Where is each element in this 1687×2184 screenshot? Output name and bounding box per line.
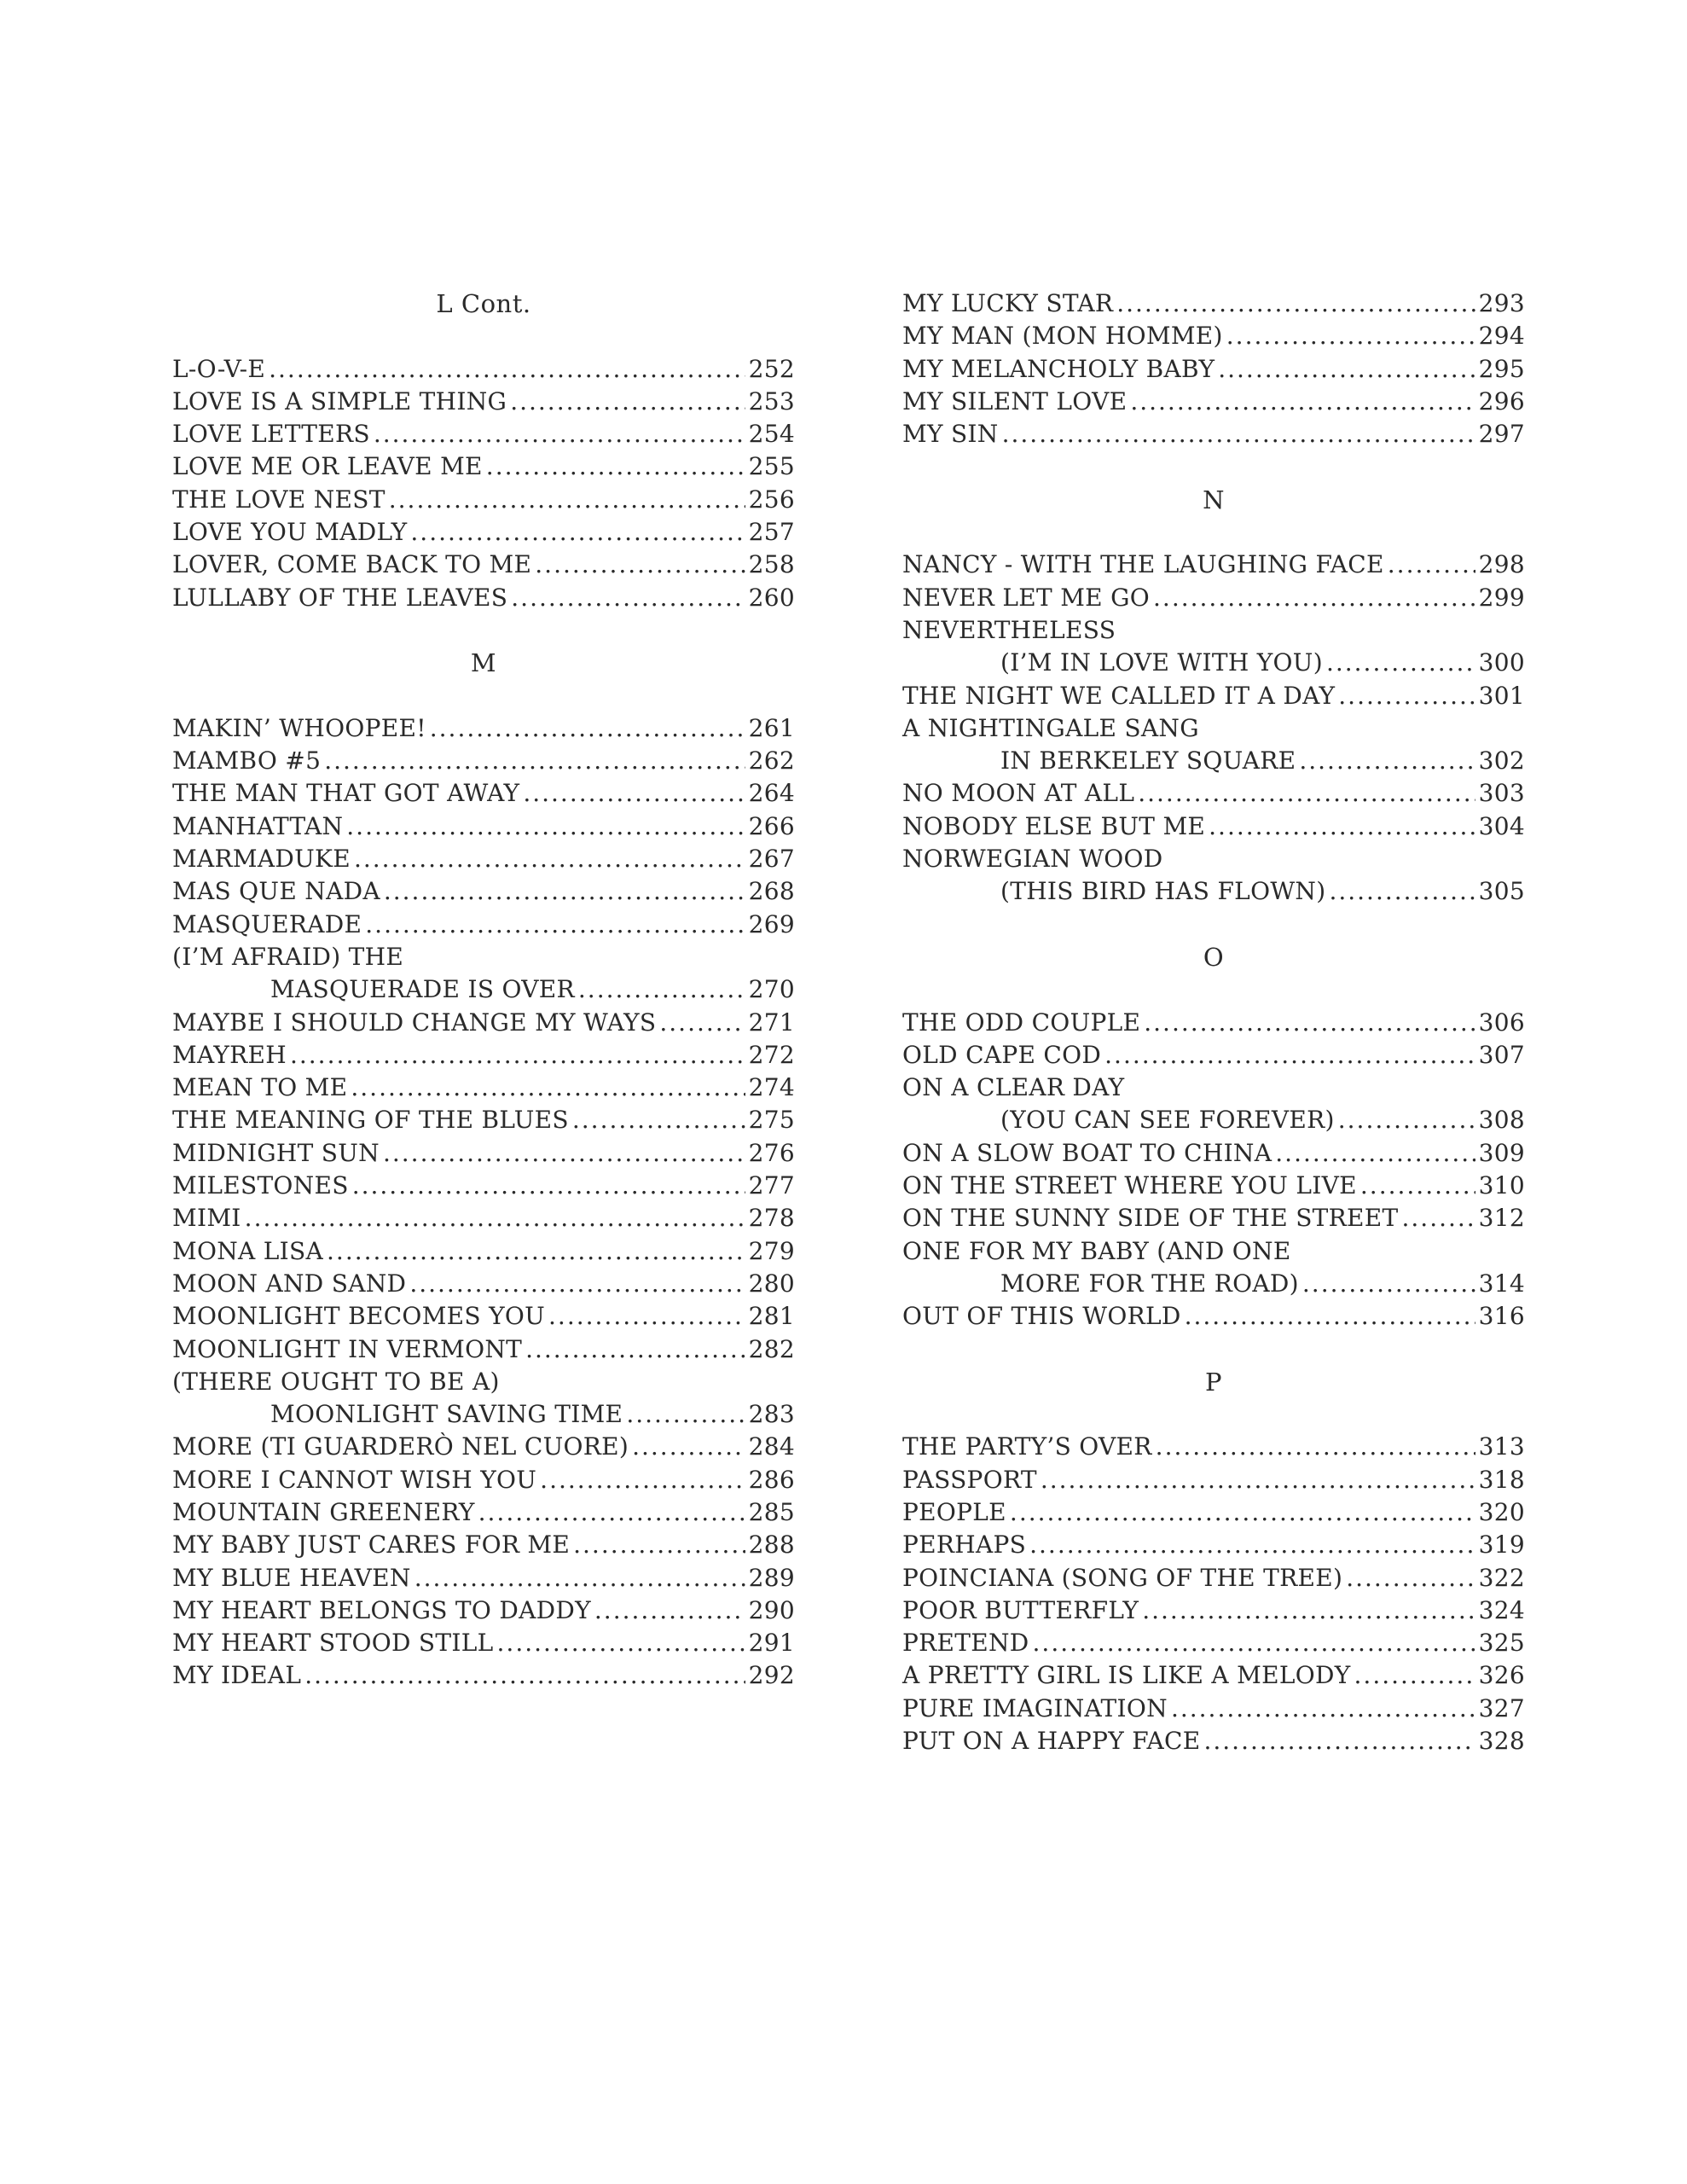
- page-number: 310: [1478, 1171, 1525, 1200]
- page-number: 320: [1478, 1497, 1525, 1526]
- dot-leader: [486, 450, 745, 483]
- dot-leader: [304, 1659, 745, 1692]
- index-entry: [172, 712, 795, 745]
- index-entry: [902, 777, 1525, 810]
- dot-leader: [1156, 1431, 1475, 1463]
- page-number: 280: [748, 1269, 795, 1298]
- entry-title: MARMADUKE: [172, 845, 351, 874]
- index-entry: [172, 1333, 795, 1366]
- index-entry: [902, 1725, 1525, 1757]
- index-entry-title-line: ONE FOR MY BABY (AND ONE: [902, 1236, 1291, 1265]
- page-number: 268: [748, 877, 795, 906]
- entry-title: LOVE LETTERS: [172, 420, 370, 449]
- page-number: 301: [1478, 681, 1525, 710]
- dot-leader: [572, 1104, 745, 1136]
- entry-title: MY LUCKY STAR: [902, 289, 1114, 317]
- page-number: 261: [748, 713, 795, 742]
- entry-title: MY BLUE HEAVEN: [172, 1563, 411, 1592]
- page-number: 303: [1478, 779, 1525, 808]
- index-entry: [902, 1496, 1525, 1529]
- entry-title: MY BABY JUST CARES FOR ME: [172, 1531, 571, 1560]
- entry-title: MY HEART STOOD STILL: [172, 1629, 494, 1658]
- page-number: 277: [748, 1171, 795, 1200]
- page-number: 318: [1478, 1465, 1525, 1494]
- section-heading: O: [1203, 942, 1225, 972]
- index-entry: [172, 582, 795, 614]
- index-entry: [172, 1104, 795, 1136]
- entry-title: PUT ON A HAPPY FACE: [902, 1727, 1201, 1756]
- dot-leader: [409, 1268, 745, 1300]
- dot-leader: [1346, 1562, 1475, 1594]
- entry-title: MORE FOR THE ROAD): [1000, 1269, 1299, 1298]
- index-entry: [172, 1659, 795, 1692]
- dot-leader: [327, 1235, 745, 1268]
- entry-title: MY HEART BELONGS TO DADDY: [172, 1595, 591, 1624]
- entry-title: MASQUERADE IS OVER: [270, 975, 575, 1004]
- index-entry: [902, 1659, 1525, 1692]
- dot-leader: [351, 1072, 745, 1104]
- entry-title: THE NIGHT WE CALLED IT A DAY: [902, 681, 1336, 710]
- index-entry-title-line: (I’M AFRAID) THE: [172, 942, 404, 971]
- entry-title: MY SILENT LOVE: [902, 386, 1128, 415]
- dot-leader: [389, 484, 745, 516]
- page-number: 270: [748, 975, 795, 1004]
- dot-leader: [1360, 1170, 1475, 1202]
- index-entry: [902, 647, 1525, 679]
- dot-leader: [1203, 1725, 1475, 1757]
- section-heading: M: [470, 648, 497, 678]
- spacer: [172, 680, 795, 712]
- dot-leader: [383, 1137, 745, 1170]
- index-column-left: [172, 288, 795, 1693]
- page-number: 286: [748, 1465, 795, 1494]
- page-number: 254: [748, 420, 795, 449]
- index-entry: [902, 1137, 1525, 1170]
- page-number: 308: [1478, 1106, 1525, 1135]
- index-entry: [902, 810, 1525, 843]
- dot-leader: [1354, 1659, 1475, 1692]
- dot-leader: [1226, 320, 1475, 352]
- page-number: 288: [748, 1531, 795, 1560]
- entry-title: THE LOVE NEST: [172, 485, 386, 514]
- entry-title: MOON AND SAND: [172, 1269, 407, 1298]
- dot-leader: [1138, 777, 1475, 810]
- index-entry: [172, 875, 795, 908]
- index-entry: [172, 1170, 795, 1202]
- dot-leader: [290, 1039, 745, 1072]
- index-entry: [902, 1300, 1525, 1333]
- section-heading: L Cont.: [436, 289, 531, 318]
- entry-title: LOVER, COME BACK TO ME: [172, 550, 532, 579]
- spacer: [902, 909, 1525, 941]
- dot-leader: [578, 973, 745, 1006]
- index-entry: [172, 777, 795, 810]
- index-entry: [902, 1007, 1525, 1039]
- dot-leader: [1130, 386, 1475, 418]
- page-number: 314: [1478, 1269, 1525, 1298]
- dot-leader: [1033, 1627, 1475, 1659]
- entry-title: MORE (TI GUARDERÒ NEL CUORE): [172, 1432, 629, 1461]
- index-entry: [902, 353, 1525, 386]
- page-number: 274: [748, 1073, 795, 1102]
- dot-leader: [1010, 1496, 1475, 1529]
- spacer: [902, 1398, 1525, 1431]
- page-number: 298: [1478, 550, 1525, 579]
- entry-title: MAYBE I SHOULD CHANGE MY WAYS: [172, 1008, 657, 1037]
- entry-title: PURE IMAGINATION: [902, 1693, 1168, 1722]
- entry-title: PASSPORT: [902, 1465, 1037, 1494]
- page-number: 296: [1478, 386, 1525, 415]
- dot-leader: [1144, 1007, 1475, 1039]
- entry-title: MONA LISA: [172, 1236, 324, 1265]
- entry-title: MANHATTAN: [172, 811, 344, 840]
- index-entry: [172, 484, 795, 516]
- dot-leader: [1218, 353, 1475, 386]
- page-number: 282: [748, 1334, 795, 1363]
- index-entry: [172, 810, 795, 843]
- index-entry: [172, 516, 795, 549]
- index-entry-title-line: NORWEGIAN WOOD: [902, 845, 1163, 874]
- index-entry: [172, 1072, 795, 1104]
- page-number: 324: [1478, 1595, 1525, 1624]
- dot-leader: [1402, 1202, 1475, 1234]
- entry-title: MAYREH: [172, 1040, 287, 1069]
- dot-leader: [594, 1594, 745, 1627]
- index-entry-title-line: NEVERTHELESS: [902, 615, 1116, 644]
- entry-title: MOONLIGHT BECOMES YOU: [172, 1302, 546, 1331]
- index-entry: [902, 1170, 1525, 1202]
- page-number: 278: [748, 1204, 795, 1233]
- dot-leader: [548, 1300, 745, 1333]
- entry-title: ON A SLOW BOAT TO CHINA: [902, 1138, 1272, 1167]
- index-entry: [172, 1627, 795, 1659]
- dot-leader: [354, 843, 745, 875]
- page-number: 279: [748, 1236, 795, 1265]
- dot-leader: [384, 875, 745, 908]
- dot-leader: [269, 353, 745, 386]
- dot-leader: [535, 549, 745, 581]
- page-number: 307: [1478, 1040, 1525, 1069]
- page-number: 260: [748, 583, 795, 612]
- page-number: 281: [748, 1302, 795, 1331]
- index-entry: [172, 1464, 795, 1496]
- index-entry: [902, 582, 1525, 614]
- entry-title: THE MAN THAT GOT AWAY: [172, 779, 520, 808]
- dot-leader: [478, 1496, 745, 1529]
- page-number: 291: [748, 1629, 795, 1658]
- index-entry: [902, 1039, 1525, 1072]
- page-number: 283: [748, 1400, 795, 1429]
- entry-title: OUT OF THIS WORLD: [902, 1302, 1181, 1331]
- section-heading: N: [1203, 485, 1225, 514]
- entry-title: MOUNTAIN GREENERY: [172, 1497, 475, 1526]
- dot-leader: [1171, 1693, 1475, 1725]
- index-entry: [902, 745, 1525, 777]
- page-number: 327: [1478, 1693, 1525, 1722]
- page-number: 269: [748, 909, 795, 938]
- index-entry: [902, 386, 1525, 418]
- entry-title: (YOU CAN SEE FOREVER): [1000, 1106, 1335, 1135]
- entry-title: OLD CAPE COD: [902, 1040, 1102, 1069]
- index-entry: [902, 875, 1525, 908]
- index-entry: [902, 1529, 1525, 1561]
- index-entry: [902, 1464, 1525, 1496]
- page-number: 300: [1478, 648, 1525, 677]
- page-number: 292: [748, 1661, 795, 1690]
- page-number: 297: [1478, 420, 1525, 449]
- dot-leader: [1302, 1268, 1475, 1300]
- page-number: 264: [748, 779, 795, 808]
- page-number: 322: [1478, 1563, 1525, 1592]
- index-entry: [172, 745, 795, 777]
- dot-leader: [540, 1464, 745, 1496]
- page-number: 325: [1478, 1629, 1525, 1658]
- dot-leader: [626, 1398, 745, 1431]
- dot-leader: [1338, 1104, 1475, 1136]
- index-entry-title-line: A NIGHTINGALE SANG: [902, 713, 1199, 742]
- index-entry: [172, 1268, 795, 1300]
- entry-title: NO MOON AT ALL: [902, 779, 1135, 808]
- index-entry: [172, 386, 795, 418]
- page-number: 252: [748, 354, 795, 383]
- page-number: 271: [748, 1008, 795, 1037]
- page-number: 295: [1478, 354, 1525, 383]
- page-number: 294: [1478, 322, 1525, 351]
- index-column-right: [902, 288, 1525, 1757]
- index-entry: [172, 1039, 795, 1072]
- page-number: 276: [748, 1138, 795, 1167]
- entry-title: MOONLIGHT SAVING TIME: [270, 1400, 623, 1429]
- entry-title: MILESTONES: [172, 1171, 349, 1200]
- dot-leader: [1329, 875, 1475, 908]
- dot-leader: [659, 1007, 745, 1039]
- entry-title: PEOPLE: [902, 1497, 1006, 1526]
- dot-leader: [1338, 680, 1475, 712]
- page-number: 293: [1478, 289, 1525, 317]
- spacer: [902, 973, 1525, 1006]
- spacer: [172, 614, 795, 647]
- page-number: 275: [748, 1106, 795, 1135]
- index-entry: [902, 680, 1525, 712]
- index-entry: [172, 843, 795, 875]
- index-entry: [172, 1007, 795, 1039]
- dot-leader: [1209, 810, 1475, 843]
- page-number: 304: [1478, 811, 1525, 840]
- index-entry: [172, 1137, 795, 1170]
- index-entry: [172, 1431, 795, 1463]
- dot-leader: [497, 1627, 745, 1659]
- entry-title: IN BERKELEY SQUARE: [1000, 746, 1296, 775]
- index-entry: [172, 1529, 795, 1561]
- dot-leader: [511, 582, 745, 614]
- entry-title: NOBODY ELSE BUT ME: [902, 811, 1206, 840]
- dot-leader: [430, 712, 745, 745]
- entry-title: ON THE SUNNY SIDE OF THE STREET: [902, 1204, 1399, 1233]
- dot-leader: [324, 745, 745, 777]
- entry-title: MY MELANCHOLY BABY: [902, 354, 1215, 383]
- entry-title: THE ODD COUPLE: [902, 1008, 1141, 1037]
- entry-title: LOVE ME OR LEAVE ME: [172, 452, 483, 481]
- entry-title: MAS QUE NADA: [172, 877, 380, 906]
- index-entry: [902, 1202, 1525, 1234]
- entry-title: POOR BUTTERFLY: [902, 1595, 1139, 1624]
- index-entry: [172, 1202, 795, 1234]
- index-entry: [172, 418, 795, 450]
- index-entry: [172, 549, 795, 581]
- dot-leader: [1299, 745, 1475, 777]
- dot-leader: [1153, 582, 1475, 614]
- dot-leader: [1388, 549, 1475, 581]
- page-number: 262: [748, 746, 795, 775]
- page-number: 272: [748, 1040, 795, 1069]
- dot-leader: [525, 1333, 745, 1366]
- entry-title: MIDNIGHT SUN: [172, 1138, 380, 1167]
- index-entry: [172, 1398, 795, 1431]
- page-number: 284: [748, 1432, 795, 1461]
- index-entry: [902, 1562, 1525, 1594]
- dot-leader: [415, 1562, 745, 1594]
- page-number: 313: [1478, 1432, 1525, 1461]
- entry-title: PRETEND: [902, 1629, 1029, 1658]
- index-entry: [902, 1693, 1525, 1725]
- spacer: [172, 320, 795, 352]
- dot-leader: [523, 777, 745, 810]
- dot-leader: [352, 1170, 745, 1202]
- entry-title: (THIS BIRD HAS FLOWN): [1000, 877, 1326, 906]
- entry-title: NANCY - WITH THE LAUGHING FACE: [902, 550, 1384, 579]
- page-number: 326: [1478, 1661, 1525, 1690]
- entry-title: (I’M IN LOVE WITH YOU): [1000, 648, 1323, 677]
- entry-title: PERHAPS: [902, 1531, 1027, 1560]
- entry-title: MY IDEAL: [172, 1661, 302, 1690]
- entry-title: POINCIANA (SONG OF THE TREE): [902, 1563, 1343, 1592]
- index-entry-title-line: (THERE OUGHT TO BE A): [172, 1367, 500, 1396]
- dot-leader: [365, 909, 745, 941]
- entry-title: MEAN TO ME: [172, 1073, 348, 1102]
- index-entry: [902, 288, 1525, 320]
- spacer: [902, 516, 1525, 549]
- dot-leader: [1104, 1039, 1475, 1072]
- index-entry: [902, 549, 1525, 581]
- dot-leader: [245, 1202, 745, 1234]
- entry-title: ON THE STREET WHERE YOU LIVE: [902, 1171, 1357, 1200]
- index-entry-title-line: ON A CLEAR DAY: [902, 1073, 1125, 1102]
- index-entry: [172, 450, 795, 483]
- entry-title: MY MAN (MON HOMME): [902, 322, 1223, 351]
- page-number: 253: [748, 386, 795, 415]
- dot-leader: [632, 1431, 745, 1463]
- dot-leader: [346, 810, 745, 843]
- entry-title: MAMBO #5: [172, 746, 322, 775]
- page-number: 299: [1478, 583, 1525, 612]
- spacer: [902, 1333, 1525, 1366]
- index-entry: [902, 418, 1525, 450]
- page-number: 328: [1478, 1727, 1525, 1756]
- entry-title: LOVE IS A SIMPLE THING: [172, 386, 507, 415]
- entry-title: LOVE YOU MADLY: [172, 518, 408, 547]
- index-entry: [172, 353, 795, 386]
- dot-leader: [410, 516, 745, 549]
- entry-title: MASQUERADE: [172, 909, 362, 938]
- dot-leader: [1185, 1300, 1475, 1333]
- page-number: 255: [748, 452, 795, 481]
- entry-title: NEVER LET ME GO: [902, 583, 1151, 612]
- entry-title: THE PARTY’S OVER: [902, 1432, 1152, 1461]
- page-number: 289: [748, 1563, 795, 1592]
- index-entry: [172, 1594, 795, 1627]
- page-number: 312: [1478, 1204, 1525, 1233]
- index-entry: [902, 1594, 1525, 1627]
- page-number: 306: [1478, 1008, 1525, 1037]
- page-number: 319: [1478, 1531, 1525, 1560]
- dot-leader: [573, 1529, 745, 1561]
- entry-title: MAKIN’ WHOOPEE!: [172, 713, 426, 742]
- page-number: 290: [748, 1595, 795, 1624]
- index-entry: [172, 909, 795, 941]
- index-entry: [902, 1431, 1525, 1463]
- index-entry: [172, 1300, 795, 1333]
- entry-title: MY SIN: [902, 420, 999, 449]
- dot-leader: [1275, 1137, 1475, 1170]
- index-entry: [902, 1104, 1525, 1136]
- entry-title: L-O-V-E: [172, 354, 266, 383]
- page-number: 305: [1478, 877, 1525, 906]
- index-entry: [902, 320, 1525, 352]
- index-entry: [172, 1496, 795, 1529]
- section-heading: P: [1204, 1367, 1222, 1397]
- dot-leader: [1041, 1464, 1475, 1496]
- page-number: 316: [1478, 1302, 1525, 1331]
- page-number: 309: [1478, 1138, 1525, 1167]
- entry-title: MORE I CANNOT WISH YOU: [172, 1465, 537, 1494]
- page-number: 258: [748, 550, 795, 579]
- page-number: 256: [748, 485, 795, 514]
- dot-leader: [1029, 1529, 1475, 1561]
- page-number: 267: [748, 845, 795, 874]
- entry-title: MIMI: [172, 1204, 241, 1233]
- entry-title: THE MEANING OF THE BLUES: [172, 1106, 569, 1135]
- dot-leader: [510, 386, 745, 418]
- index-entry: [172, 1235, 795, 1268]
- dot-leader: [374, 418, 745, 450]
- dot-leader: [1326, 647, 1475, 679]
- entry-title: LULLABY OF THE LEAVES: [172, 583, 508, 612]
- spacer: [902, 450, 1525, 483]
- dot-leader: [1116, 288, 1475, 320]
- index-entry: [902, 1627, 1525, 1659]
- page-number: 257: [748, 518, 795, 547]
- index-entry: [172, 1562, 795, 1594]
- dot-leader: [1002, 418, 1475, 450]
- index-entry: [172, 973, 795, 1006]
- dot-leader: [1142, 1594, 1475, 1627]
- page-number: 266: [748, 811, 795, 840]
- index-entry: [902, 1268, 1525, 1300]
- entry-title: MOONLIGHT IN VERMONT: [172, 1334, 523, 1363]
- page-number: 302: [1478, 746, 1525, 775]
- page-number: 285: [748, 1497, 795, 1526]
- entry-title: A PRETTY GIRL IS LIKE A MELODY: [902, 1661, 1351, 1690]
